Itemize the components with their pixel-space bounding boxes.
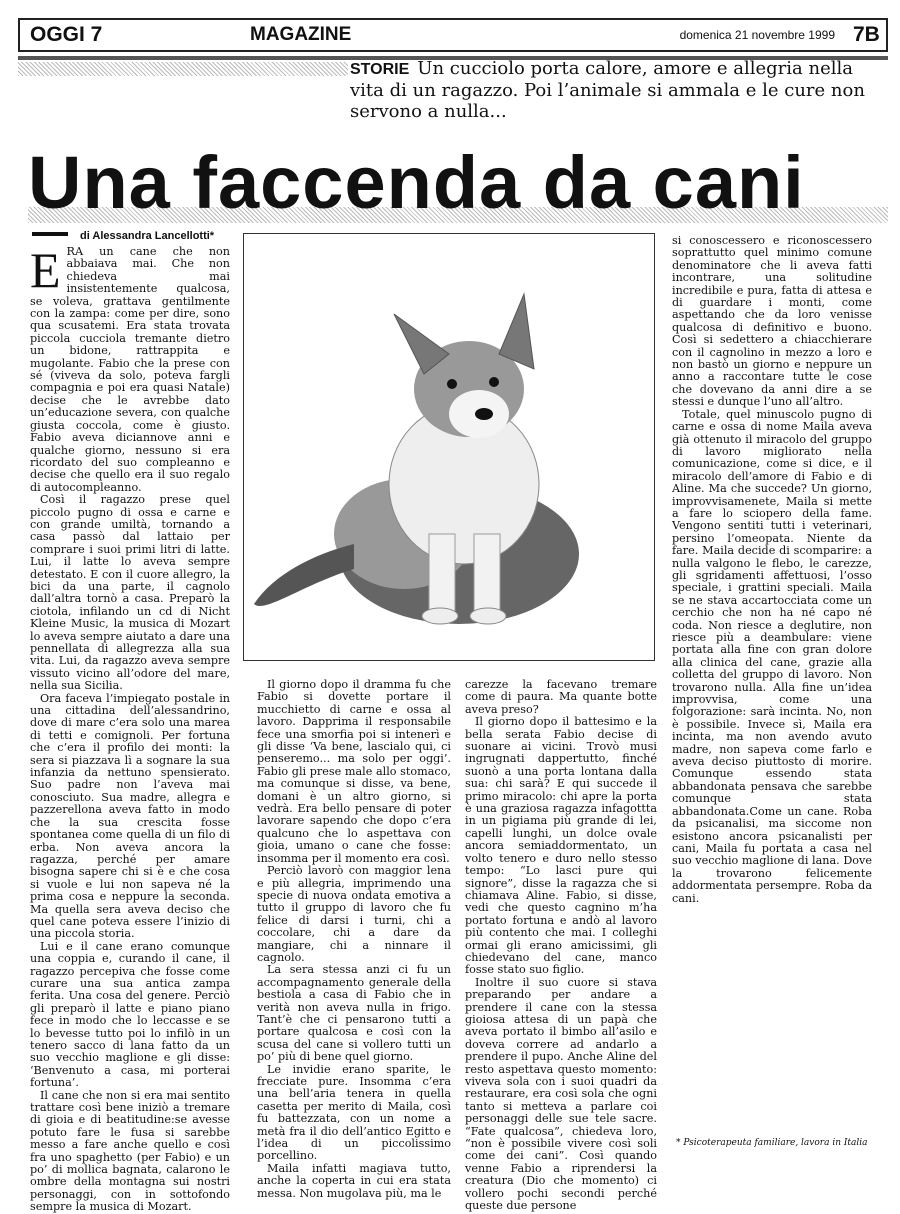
byline: di Alessandra Lancellotti* xyxy=(80,230,215,242)
paragraph: La sera stessa anzi ci fu un accompagnamento generale della bestiola a casa di Fabio che in verità non aveva nulla in frigo. Tant’è che ci pensarono tutti a portare qualcosa e così con la scusa del cane si vollero tutti un po’ più di bene quel giorno. xyxy=(257,963,451,1064)
paragraph: Inoltre il suo cuore si stava preparando per andare a prendere il cane con la stessa gioiosa attesa di un papà che aveva portato il bimbo all’asilo e doveva correre ad andarlo a prendere il pupo. Anche Aline del resto aspettava questo momento: viveva sola con i suoi quadri da restaurare, era così sola che ogni tanto si metteva a parlare coi personaggi delle sue tele sacre. “Fate qualcosa”, chiedeva loro, “non è possibile vivere così soli come dei cani”. Così quando venne Fabio a riprendersi la creatura (Dio che momento) ci vollero pochi secondi perché queste due persone xyxy=(465,975,657,1213)
column-2 xyxy=(257,679,451,1200)
hatch-band xyxy=(18,62,348,76)
kicker-text: Un cucciolo porta calore, amore e allegria nella vita di un ragazzo. Poi l’animale si ammala e le cure non servono a nulla... xyxy=(350,58,865,122)
paragraph: Ora faceva l’impiegato postale in una cittadina dell’alessandrino, dove di mare c’era solo una marea di tetti e comignoli. Per fortuna che c’era il profilo dei monti: la sera si piazzava lì a sognare la sua infanzia da nettuno spensierato. Suo padre non l’aveva mai conosciuto. Sua madre, allegra e pazzerellona aveva fatto in modo che la sua crescita fosse spontanea come quella di un filo di erba. Non aveva ancora la ragazza, perché per amare bisogna sapere chi si è e che cosa si vuole e lui non sapeva né la prima cosa e neppure la seconda. Ma quella sera aveva deciso che quel cane poteva essere l’inizio di una piccola storia. xyxy=(30,691,230,941)
section-label: OGGI 7 xyxy=(30,23,103,46)
dog-illustration xyxy=(244,234,654,660)
kicker-label: STORIE xyxy=(350,61,410,78)
page-number: 7B xyxy=(853,23,880,46)
column-4 xyxy=(672,235,872,905)
paragraph: Il giorno dopo il battesimo e la bella serata Fabio decise di suonare ai vicini. Trovò musi ingrugnati dappertutto, finché suonò a una porta lontana dalla sua: chi sarà? E qui succede il primo miracolo: chi apre la porta è una graziosa ragazza infagottta in un pigiama più grande di lei, capelli lunghi, un dolce ovale ancora semiaddormentato, un volto tenero e duro nello stesso tempo: “Lo lasci pure qui signore”, disse la ragazza che si chiamava Aline. Fabio, si disse, vedi che questo cagnino m’ha portato fortuna e andò al lavoro più contento che mai. I colleghi ormai gli erano amicissimi, gli chiedevano del cane, manco fosse stato suo figlio. xyxy=(465,715,657,977)
dog-photo xyxy=(243,233,655,661)
column-1 xyxy=(30,242,230,1214)
kicker xyxy=(350,58,890,122)
paragraph: Il giorno dopo il dramma fu che Fabio si dovette portare il mucchietto di carne e ossa al lavoro. Dapprima il responsabile fece una smorfia poi si intenerì e gli disse ‘Va bene, lascialo qui, ci penseremo... ma solo per oggi’. Fabio gli prese male allo stomaco, ma comunque si disse, va bene, domani è un altro giorno, si vedrà. Era bello pensare di poter lavorare sapendo che dopo c’era qualcuno che lo aspettava con gioia, umano o cane che fosse: insomma per il momento era così. xyxy=(257,678,451,865)
paragraph: Così il ragazzo prese quel piccolo pugno di ossa e carne e con grande umiltà, tornando a casa passò dal lattaio per comprare i suoi primi litri di latte. Lui, il latte lo aveva sempre detestato. E con il cuore allegro, la bici da una parte, il cagnolo dall’altra tornò a casa. Preparò la ciotola, infilando un cd di Nicht Kleine Music, la musica di Mozart lo aveva sempre aiutato a dare una pennellata di allegrezza alla sua vita. Lui, da ragazzo aveva sempre vissuto vicino all’odore del mare, nella sua Sicilia. xyxy=(30,493,230,693)
byline-bar xyxy=(32,232,68,236)
paragraph: Totale, quel minuscolo pugno di carne e ossa di nome Maila aveva già ottenuto il miracolo del gruppo di lavoro migliorato nella comunicazione, come si dice, e il miracolo dell’amore di Fabio e di Aline. Ma che succede? Un giorno, improvvisamenete, Maila si mette a fare lo sciopero della fame. Vengono sentiti tutti i veterinari, persino l’omeopata. Niente da fare. Maila decide di scomparire: a nulla valgono le flebo, le carezze, gli sgridamenti affettuosi, l’osso speciale, i grattini speciali. Maila se ne stava accartocciata come un cerchio che non ha né capo né coda. Non riesce a deglutire, non riesce più a deambulare: viene portata alla fine con gran dolore alla clinica del cane, grazie alla colletta del gruppo di lavoro. Non trovarono nulla. Alla fine un’idea improvvisa, come una folgorazione: sarà incinta. No, non è possibile. Invece sì, Maila era incinta, ma non avendo avuto madre, non sapeva come farlo e aveva deciso piuttosto di morire. Comunque essendo stata abbandonata pensava che sarebbe comunque stata abbandonata.Come un cane. Roba da psicanalisi, ma siccome non esistono ancora psicanalisti per cani, Maila fu portata a casa nel suo vecchio maglione di lana. Dove la trovarono felicemente addormentata persempre. Roba da cani. xyxy=(672,407,872,905)
paragraph: Maila infatti magiava tutto, anche la coperta in cui era stata messa. Non mugolava più, ma le xyxy=(257,1161,451,1200)
author-footnote: * Psicoterapeuta familiare, lavora in Italia xyxy=(676,1138,868,1148)
paragraph: RA un cane che non abbaiava mai. Che non chiedeva mai insistentemente qualcosa, se voleva, grattava gentilmente con la zampa: come per dire, sono qua scusatemi. Era stata trovata piccola cucciola tremante dietro un bidone, rattrappita e mugolante. Fabio che la prese con sé (viveva da solo, poteva fargli compagnia e poi era quasi Natale) decise che le avrebbe dato un’educazione severa, con qualche giusta coccola, come è giusto. Fabio aveva diciannove anni e qualche giorno, nessuno si era ricordato del suo compleanno e decise che quello era il suo regalo di autocompleanno. xyxy=(30,245,230,494)
paragraph: Le invidie erano sparite, le frecciate pure. Insomma c’era una bell’aria tenera in quella casetta per merito di Maila, così fu battezzata, con un nome a metà fra il dio dell’antico Egitto e l’idea di un piccolissimo porcellino. xyxy=(257,1062,451,1163)
column-3 xyxy=(465,679,657,1212)
page-header xyxy=(18,18,888,52)
paragraph: Il cane che non si era mai sentito trattare così bene iniziò a tremare di gioia e di beatitudine:se avesse potuto fare le fusa si sarebbe messo a fare anche quello e così fra uno spaghetto (per Fabio) e un po’ di mollica bagnata, calarono le ombre della montagna sui nostri personaggi, con in sottofondo sempre la musica di Mozart. xyxy=(30,1088,230,1214)
paragraph: si conoscessero e riconoscessero soprattutto quel minimo comune denominatore che li aveva fatti incontrare, una solitudine incredibile e pura, fatta di attesa e di guardare i monti, come aspettando che da loro venisse qualcosa di definitivo e buono. Così si sedettero a chiacchierare con il cagnolino in mezzo a loro e non bastò un giorno e neppure un anno a raccontare tutte le cose che dovevano da anni dire a se stessi e dunque l’uno all’altro. xyxy=(672,234,872,409)
drop-cap: E xyxy=(30,242,61,298)
issue-date: domenica 21 novembre 1999 xyxy=(679,28,835,42)
paragraph: Lui e il cane erano comunque una coppia e, curando il cane, il ragazzo percepiva che fosse come curare una sua antica zampa ferita. Una cosa del genere. Perciò gli preparò il latte e piano piano fece in modo che lo leccasse e se lo bevesse tutto poi lo infilò in un tenero sacco di lana fatto da un suo vecchio maglione e gli disse: ‘Benvenuto a casa, mi porterai fortuna’. xyxy=(30,939,230,1090)
paragraph: Perciò lavorò con maggior lena e più allegria, imprimendo una specie di nuova ondata emotiva a tutto il gruppo di lavoro che fu felice di darsi i turni, chi a coccolare, chi a dare da mangiare, chi a ninnare il cagnolo. xyxy=(257,864,451,964)
headline: Una faccenda da cani xyxy=(28,141,805,224)
paragraph: carezze la facevano tremare come di paura. Ma quante botte aveva preso? xyxy=(465,678,657,716)
magazine-label: MAGAZINE xyxy=(250,24,352,45)
